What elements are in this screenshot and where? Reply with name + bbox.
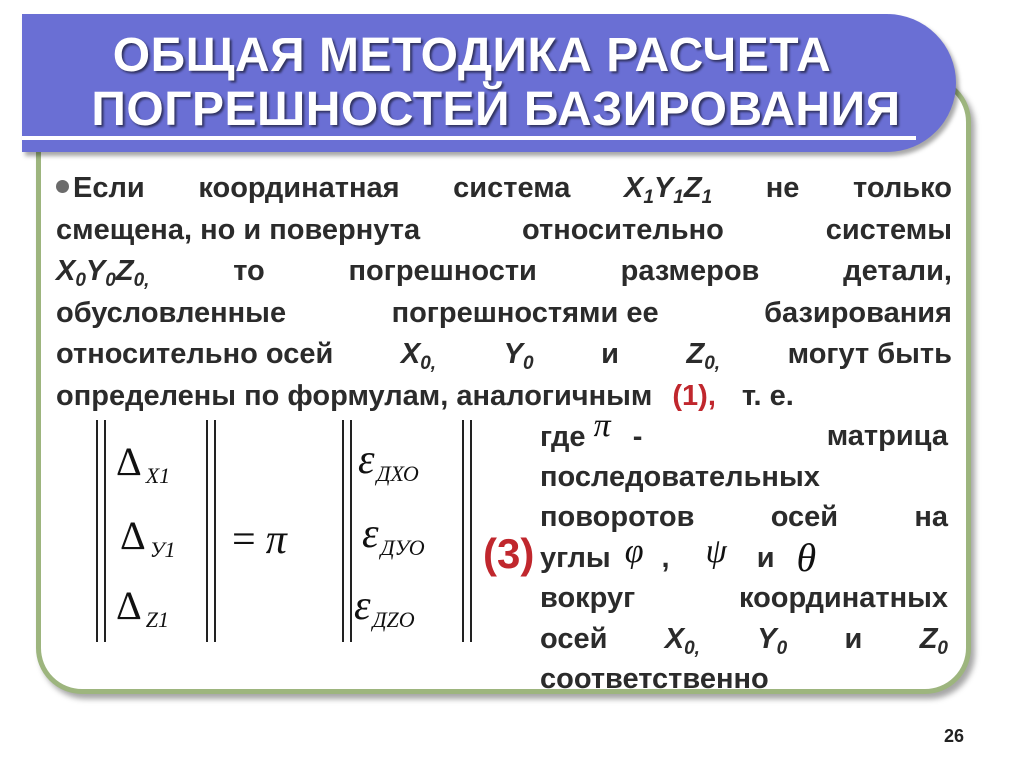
word: и <box>601 338 619 370</box>
dash: - <box>632 421 643 453</box>
equals-pi: = π <box>232 517 287 563</box>
word: погрешности <box>348 255 537 287</box>
pi-symbol: π <box>593 407 611 444</box>
delta-y1: Δ $_{У1}$ <box>120 513 176 562</box>
word: размеров <box>620 255 760 287</box>
explanation-line <box>540 497 948 538</box>
axis-x0: $X_{0,}$ <box>664 622 700 659</box>
word: определены по формулам, аналогичным <box>56 379 653 412</box>
axis-y0: $Y_0$ <box>503 338 534 374</box>
explanation-line <box>540 532 948 580</box>
norm-bar-right <box>462 420 464 642</box>
paragraph-line <box>56 251 952 293</box>
coordinate-system-x1y1z1: $X_1Y_1Z_1$ <box>624 172 713 208</box>
norm-bar-left <box>350 420 352 642</box>
word: вокруг <box>540 582 636 614</box>
comma: , <box>661 541 670 574</box>
word: т. е. <box>741 379 794 412</box>
norm-bar-right <box>214 420 216 642</box>
epsilon-dzo: εДZO <box>354 583 415 632</box>
norm-bar-left <box>96 420 98 642</box>
title-underline <box>22 136 916 140</box>
title-line-1: ОБЩАЯ МЕТОДИКА РАСЧЕТА <box>112 29 832 82</box>
explanation-line <box>540 407 948 457</box>
paragraph-line <box>56 168 952 210</box>
word: координатных <box>738 582 948 614</box>
phi-symbol: φ <box>624 532 644 570</box>
title-line-2: ПОГРЕШНОСТЕЙ БАЗИРОВАНИЯ <box>91 83 901 136</box>
formula-reference: (1), <box>672 379 716 412</box>
word: детали, <box>843 255 952 287</box>
axis-z0: $Z_0$ <box>919 622 948 659</box>
word: где <box>540 421 586 453</box>
word: углы <box>540 541 611 574</box>
norm-bar-right <box>206 420 208 642</box>
word: осей <box>770 501 839 533</box>
word: относительно осей <box>56 338 334 370</box>
word: могут быть <box>787 338 952 370</box>
epsilon-dyo: εДУО <box>362 511 425 560</box>
title-banner <box>22 14 956 152</box>
word: соответственно <box>540 663 769 695</box>
word: осей <box>540 622 608 655</box>
word: погрешностями ее <box>391 296 659 329</box>
paragraph-line <box>56 293 952 335</box>
word: только <box>853 172 952 204</box>
word: поворотов <box>540 501 695 533</box>
paragraph-line <box>56 376 952 418</box>
explanation-text <box>540 407 948 700</box>
equation-number: (3) <box>483 530 535 577</box>
epsilon-dxo: εДХО <box>358 437 419 486</box>
word: обусловленные <box>56 296 287 329</box>
explanation-line <box>540 578 948 619</box>
word: и <box>844 622 863 655</box>
explanation-line <box>540 659 948 700</box>
word: последовательных <box>540 460 820 493</box>
word: система <box>453 172 571 204</box>
matrix-formula <box>90 420 490 650</box>
main-paragraph <box>56 168 952 417</box>
paragraph-line <box>56 334 952 376</box>
axis-x0: $X_{0,}$ <box>400 338 437 374</box>
word: то <box>233 255 265 287</box>
word: матрица <box>826 420 948 452</box>
norm-bar-left <box>104 420 106 642</box>
word: относительно <box>522 213 724 246</box>
paragraph-line <box>56 210 952 252</box>
word: на <box>914 501 948 533</box>
delta-z1: Δ $_{Z1}$ <box>116 583 169 632</box>
word: координатная <box>198 172 400 204</box>
word: смещена, но и повернута <box>56 213 421 246</box>
norm-bar-left <box>342 420 344 642</box>
psi-symbol: ψ <box>705 532 727 570</box>
coordinate-system-x0y0z0: $X_0Y_0Z_{0,}$ <box>56 255 150 291</box>
explanation-line <box>540 619 948 660</box>
norm-bar-right <box>470 420 472 642</box>
word: базирования <box>764 296 952 329</box>
delta-x1: Δ $_{X1}$ <box>116 439 171 488</box>
word: не <box>765 172 800 204</box>
word: Если <box>73 172 145 204</box>
word: и <box>756 541 775 574</box>
explanation-line <box>540 457 948 498</box>
axis-z0: $Z_{0,}$ <box>686 338 721 374</box>
page-number: 26 <box>944 726 965 746</box>
word: системы <box>825 213 952 246</box>
axis-y0: $Y_0$ <box>757 622 788 659</box>
bullet-icon <box>56 180 69 193</box>
theta-symbol: θ <box>796 534 817 580</box>
